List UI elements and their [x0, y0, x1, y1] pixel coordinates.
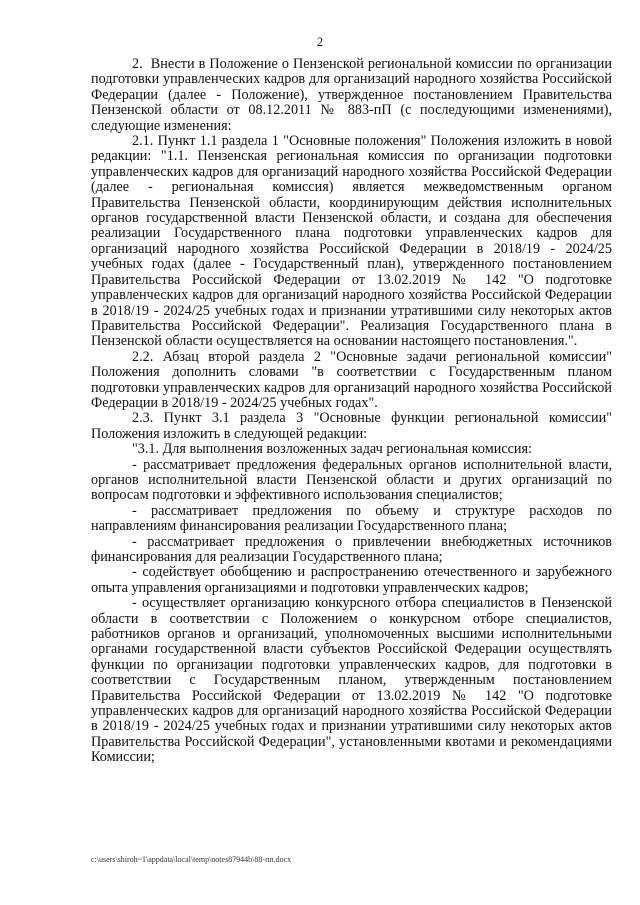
list-item: - рассматривает предложения федеральных органов исполнительной власти, органов исполнительной власти Пензенской области и других организаций по вопросам подготовки и эффективного использования специалистов; — [91, 456, 612, 504]
page-number: 2 — [316, 35, 324, 49]
list-item: - содействует обобщению и распространению отечественного и зарубежного опыта управления организациями и подготовки управленческих кадров; — [91, 564, 612, 596]
list-item: - рассматривает предложения о привлечении внебюджетных источников финансирования для реализации Государственного плана; — [91, 533, 612, 565]
paragraph-2-1: 2.1. Пункт 1.1 раздела 1 "Основные положения" Положения изложить в новой редакции: "1.1. Пензенская региональная комиссия по организации подготовки управленческих кадров для организаций народного хозяйства Российской Федерации (далее - региональная комиссия) является межведомственным органом Правительства Пензенской области, координирующим действия исполнительных органов государственной власти Пензенской области, и создана для обеспечения реализации Государственного плана подготовки управленческих кадров для организаций народного хозяйства Российской Федерации в 2018/19 - 2024/25 учебных годах (далее - Государственный план), утвержденного постановлением Правительства Российской Федерации от 13.02.2019 № 142 "О подготовке управленческих кадров для организаций народного хозяйства Российской Федерации в 2018/19 - 2024/25 учебных годах и признании утратившими силу некоторых актов Правительства Российской Федерации". Реализация Государственного плана в Пензенской области осуществляется на основании настоящего постановления.". — [91, 133, 612, 350]
paragraph-2-3: 2.3. Пункт 3.1 раздела 3 "Основные функции региональной комиссии" Положения изложить в следующей редакции: — [91, 410, 612, 442]
file-path-footer: c:\users\shiroh~1\appdata\local\temp\notes87944b\88-пп.docx — [91, 855, 292, 864]
paragraph-2-2: 2.2. Абзац второй раздела 2 "Основные задачи региональной комиссии" Положения дополнить словами "в соответствии с Государственным планом подготовки управленческих кадров для организаций народного хозяйства Российской Федерации в 2018/19 - 2024/25 учебных годах". — [91, 348, 612, 411]
list-item: - осуществляет организацию конкурсного отбора специалистов в Пензенской области в соответствии с Положением о конкурсном отборе специалистов, работников органов и организаций, уполномоченных высшими исполнительными органами государственной власти субъектов Российской Федерации осуществлять функции по организации подготовки управленческих кадров, для подготовки в соответствии с Государственным планом, утвержденным постановлением Правительства Российской Федерации от 13.02.2019 № 142 "О подготовке управленческих кадров для организаций народного хозяйства Российской Федерации в 2018/19 - 2024/25 учебных годах и признании утратившими силу некоторых актов Правительства Российской Федерации", установленными квотами и рекомендациями Комиссии; — [91, 595, 612, 766]
paragraph-3-1: "3.1. Для выполнения возложенных задач региональная комиссия: — [132, 441, 532, 458]
document-body — [91, 57, 612, 766]
paragraph-amend-intro: 2. Внести в Положение о Пензенской региональной комиссии по организации подготовки управленческих кадров для организаций народного хозяйства Российской Федерации (далее - Положение), утвержденное постановлением Правительства Пензенской области от 08.12.2011 № 883-пП (с последующими изменениями), следующие изменения: — [91, 56, 612, 134]
list-item: - рассматривает предложения по объему и структуре расходов по направлениям финансирования реализации Государственного плана; — [91, 502, 612, 535]
